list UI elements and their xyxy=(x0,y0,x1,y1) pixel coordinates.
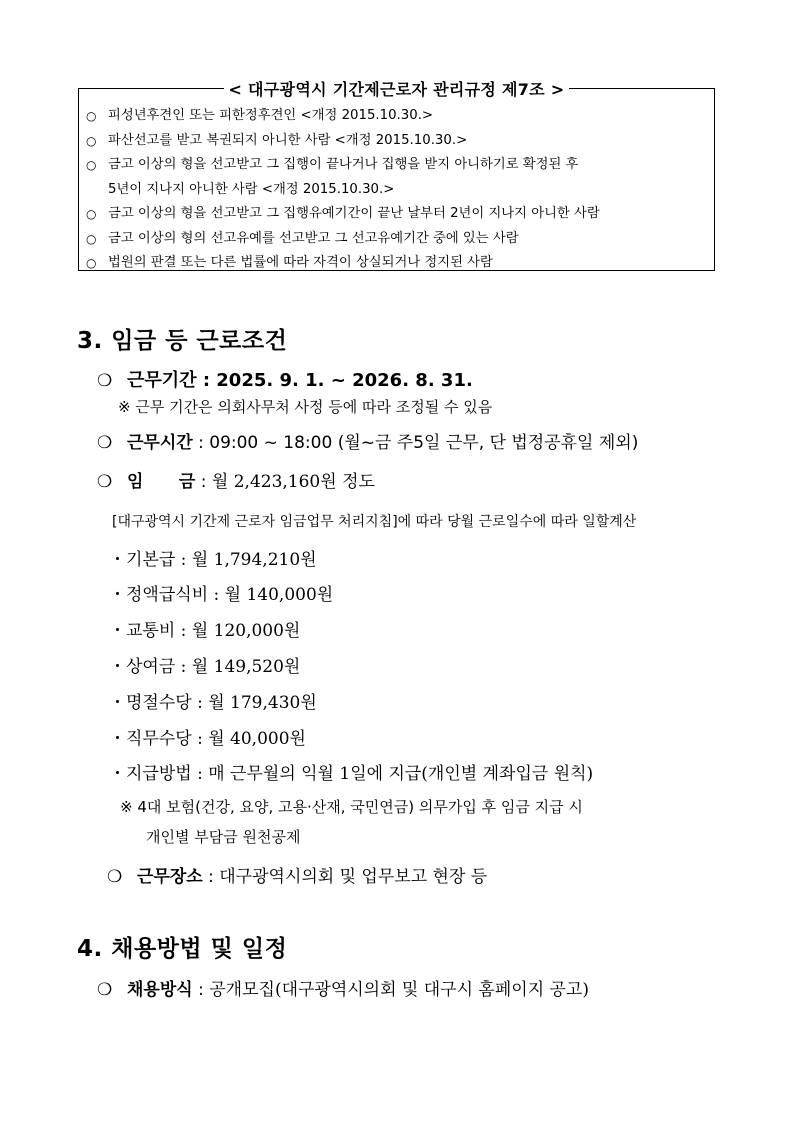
regulation-item-text-continued: 5년이 지나지 아니한 사람 <개정 2015.10.30.> xyxy=(108,181,395,197)
separator: : xyxy=(202,867,220,887)
hollow-circle-bullet-icon: ❍ xyxy=(97,371,113,391)
work-period-line xyxy=(97,366,473,392)
wage-value: 월 2,423,160원 정도 xyxy=(211,472,375,492)
hiring-method-line xyxy=(97,975,589,1000)
hiring-method-value: 공개모집(대구광역시의회 및 대구시 홈페이지 공고) xyxy=(209,980,589,1000)
hollow-circle-bullet-icon: ❍ xyxy=(97,433,113,453)
hiring-method-label: 채용방식 xyxy=(127,980,193,1000)
regulation-item-text: 파산선고를 받고 복권되지 아니한 사람 <개정 2015.10.30.> xyxy=(108,132,468,148)
regulation-item xyxy=(84,129,714,154)
work-period-text: 근무기간 : 2025. 9. 1. ~ 2026. 8. 31. xyxy=(127,370,473,391)
wage-item-base-pay: ・기본급 : 월 1,794,210원 xyxy=(109,550,317,570)
regulation-item-text: 피성년후견인 또는 피한정후견인 <개정 2015.10.30.> xyxy=(108,108,434,123)
circle-bullet-icon: ○ xyxy=(86,256,97,270)
work-hours-value: 09:00 ~ 18:00 (월~금 주5일 근무, 단 법정공휴일 제외) xyxy=(209,433,639,453)
regulation-item xyxy=(84,227,714,252)
wage-item-payment-method: ・지급방법 : 매 근무월의 익월 1일에 지급(개인별 계좌입금 원칙) xyxy=(109,764,594,784)
circle-bullet-icon: ○ xyxy=(86,133,97,148)
wage-line xyxy=(97,467,375,492)
wage-label: 임 금 xyxy=(127,472,196,492)
work-place-label: 근무장소 xyxy=(137,867,203,887)
wage-item-duty: ・직무수당 : 월 40,000원 xyxy=(109,729,306,749)
regulation-item-text: 법원의 판결 또는 다른 법률에 따라 자격이 상실되거나 정지된 사람 xyxy=(108,255,493,270)
regulation-item xyxy=(84,251,714,276)
regulation-item xyxy=(84,153,714,202)
work-hours-label: 근무시간 xyxy=(127,433,193,453)
section-3-heading: 3. 임금 등 근로조건 xyxy=(77,328,288,354)
work-period-note: ※ 근무 기간은 의회사무처 사정 등에 따라 조정될 수 있음 xyxy=(118,398,493,416)
regulation-title-wrap xyxy=(78,76,715,100)
work-hours-line xyxy=(97,428,638,453)
hollow-circle-bullet-icon: ❍ xyxy=(97,472,113,492)
work-place-line xyxy=(107,862,487,887)
wage-guideline-note: [대구광역시 기간제 근로자 임금업무 처리지침]에 따라 당월 근로일수에 따라 일할계산 xyxy=(112,514,637,530)
work-place-value: 대구광역시의회 및 업무보고 현장 등 xyxy=(219,867,488,887)
regulation-title: < 대구광역시 기간제근로자 관리규정 제7조 > xyxy=(224,77,568,100)
hollow-circle-bullet-icon: ❍ xyxy=(97,980,113,1000)
regulation-item xyxy=(84,202,714,227)
regulation-list xyxy=(84,104,714,276)
circle-bullet-icon: ○ xyxy=(86,207,97,221)
circle-bullet-icon: ○ xyxy=(86,109,97,123)
regulation-item-text: 금고 이상의 형의 선고유예를 선고받고 그 선고유예기간 중에 있는 사람 xyxy=(108,230,519,246)
regulation-item-text: 금고 이상의 형을 선고받고 그 집행유예기간이 끝난 날부터 2년이 지나지 아니한 사람 xyxy=(108,206,600,221)
hollow-circle-bullet-icon: ❍ xyxy=(107,867,123,887)
wage-item-transport: ・교통비 : 월 120,000원 xyxy=(109,621,301,641)
circle-bullet-icon: ○ xyxy=(86,158,97,172)
regulation-item-text: 금고 이상의 형을 선고받고 그 집행이 끝나거나 집행을 받지 아니하기로 확정된 후 xyxy=(108,157,579,172)
insurance-note-line1: ※ 4대 보험(건강, 요양, 고용·산재, 국민연금) 의무가입 후 임금 지급 시 xyxy=(120,798,583,816)
insurance-note-line2: 개인별 부담금 원천공제 xyxy=(146,828,301,846)
section-4-heading: 4. 채용방법 및 일정 xyxy=(77,936,288,962)
wage-item-holiday: ・명절수당 : 월 179,430원 xyxy=(109,693,317,713)
circle-bullet-icon: ○ xyxy=(86,231,97,246)
wage-item-bonus: ・상여금 : 월 149,520원 xyxy=(109,657,301,677)
wage-item-meal-allowance: ・정액급식비 : 월 140,000원 xyxy=(109,585,334,605)
separator: : xyxy=(192,980,210,1000)
separator: : xyxy=(192,433,210,453)
regulation-item xyxy=(84,104,714,129)
separator: : xyxy=(195,472,212,492)
